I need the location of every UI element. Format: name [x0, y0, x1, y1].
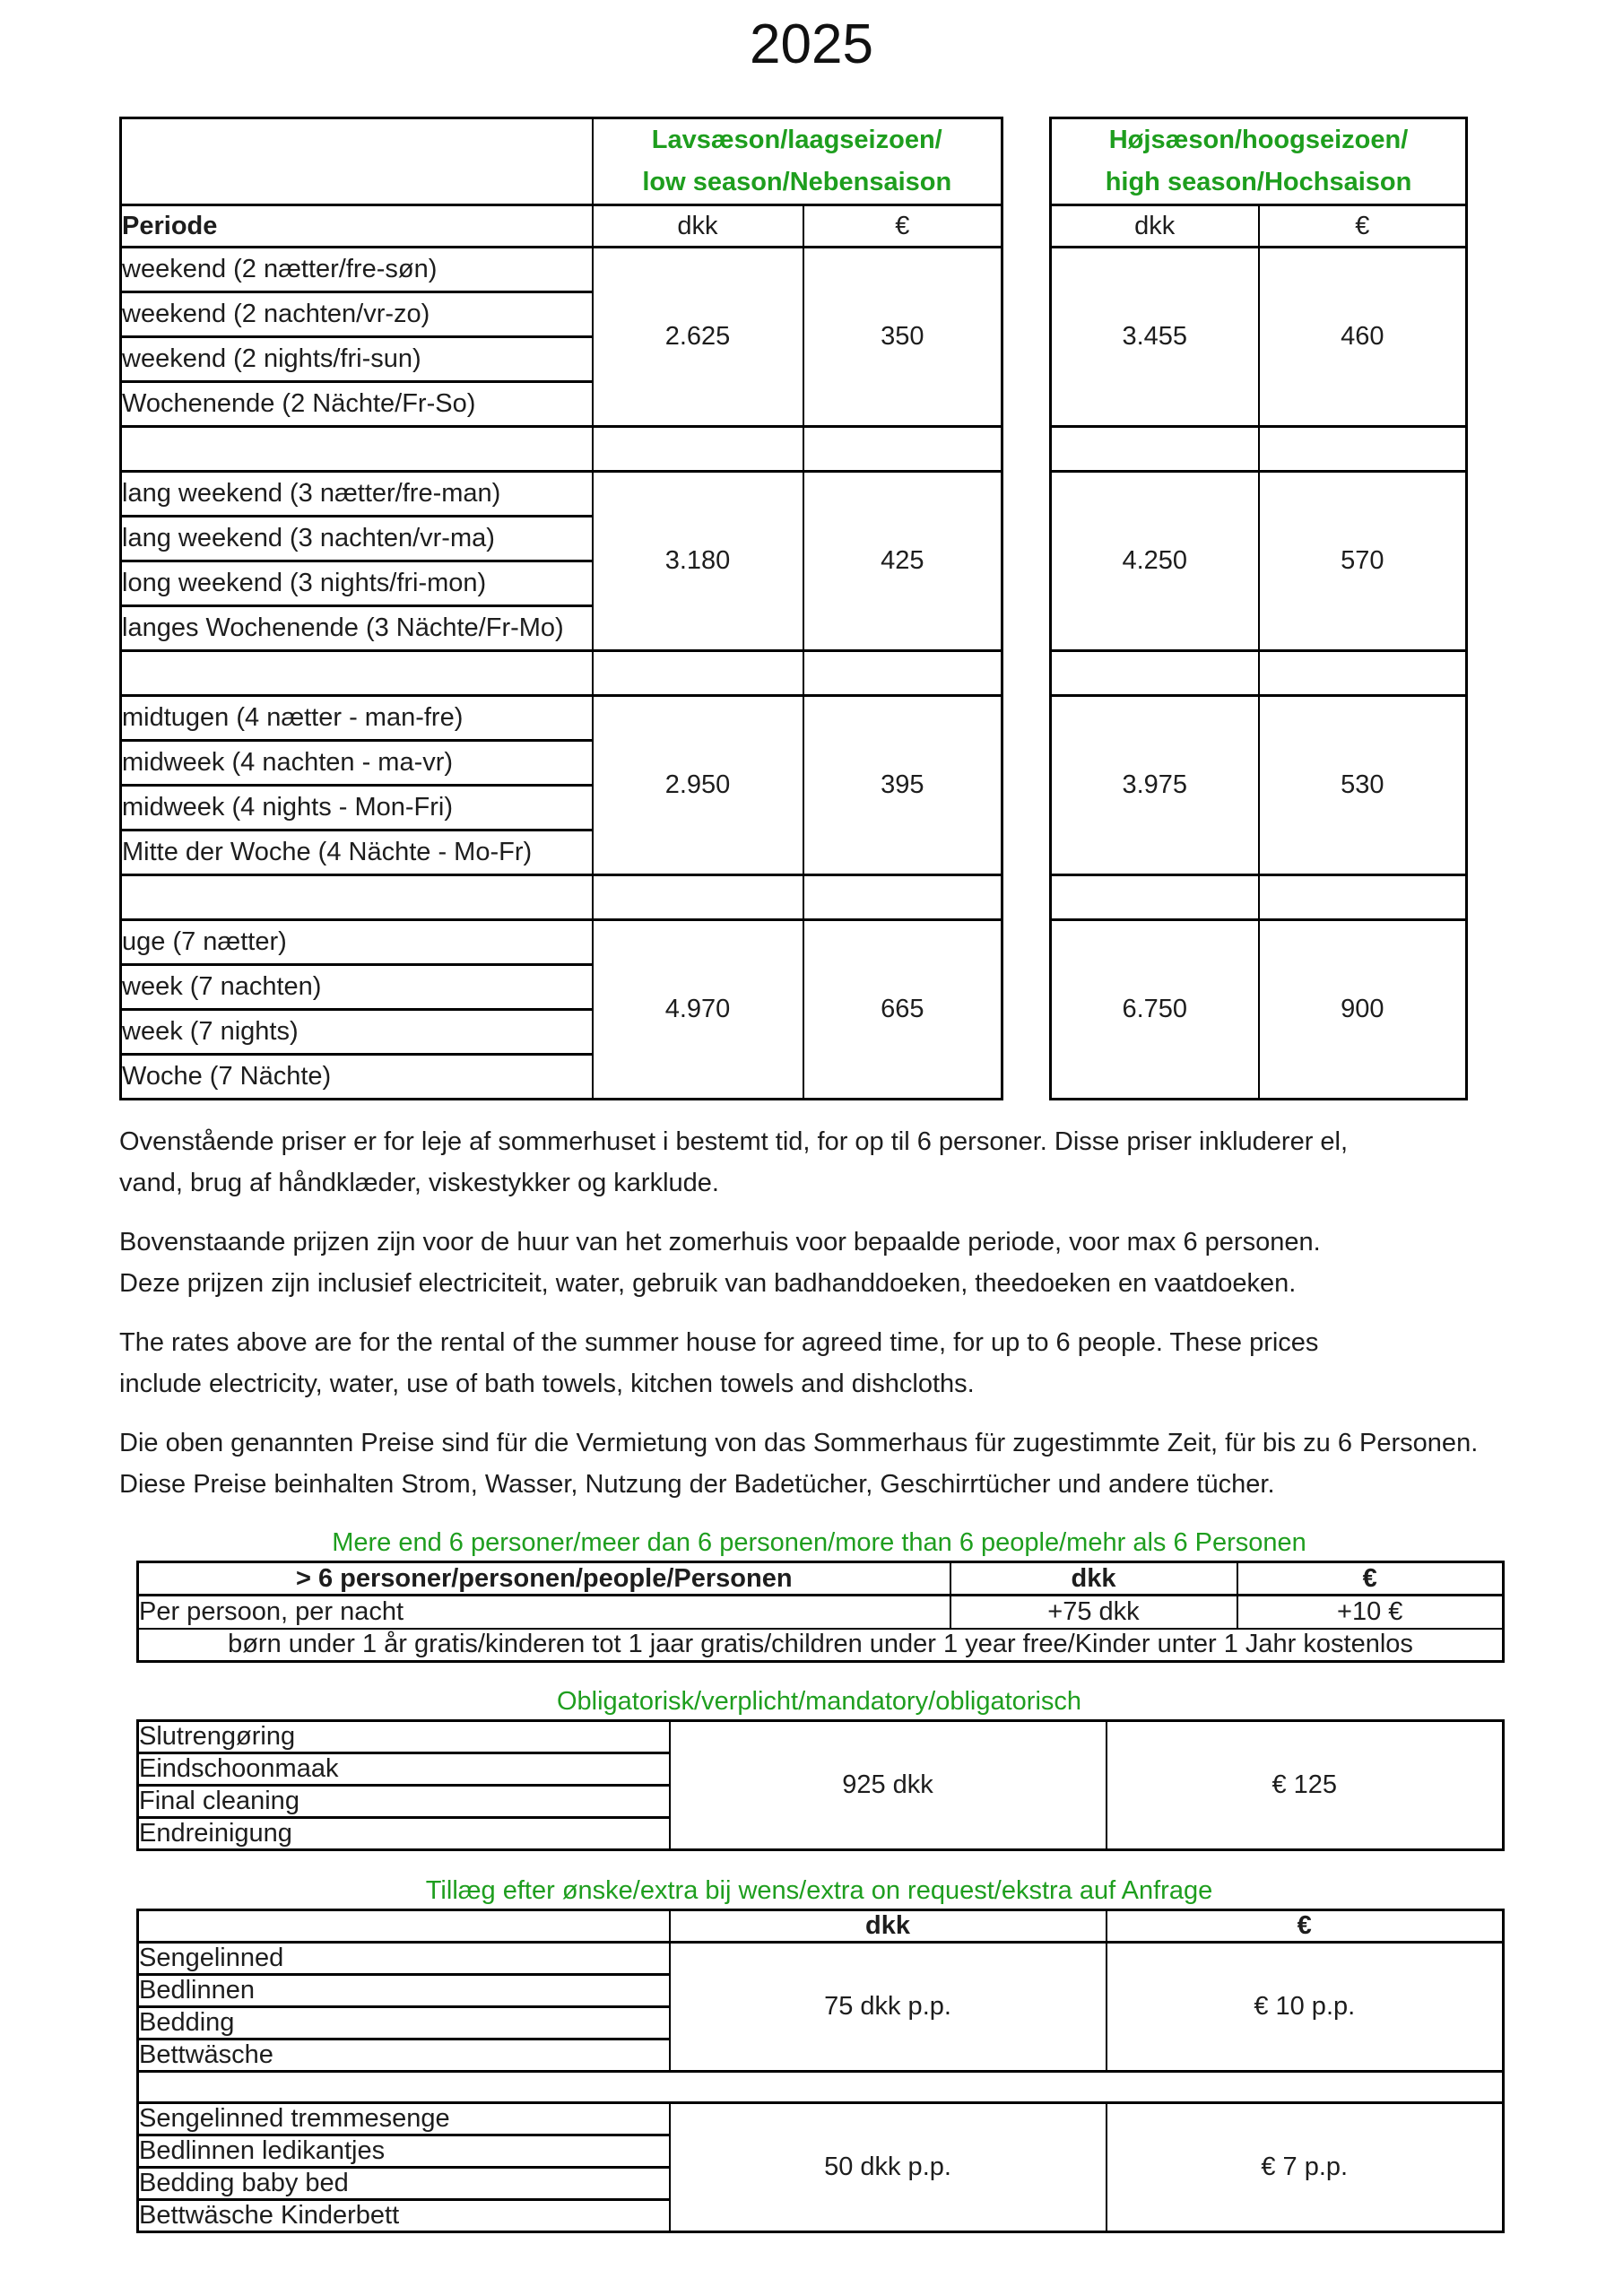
low-season-header-line2: low season/Nebensaison: [642, 168, 952, 196]
price-low-dkk: 3.180: [593, 472, 803, 651]
period-label: lang weekend (3 nachten/vr-ma): [121, 517, 593, 561]
price-high-eur: 900: [1259, 920, 1467, 1100]
paragraph-english: [119, 1322, 1572, 1405]
extra-price-dkk: 50 dkk p.p.: [670, 2103, 1107, 2232]
spacer-row: [138, 2072, 1504, 2103]
cleaning-price-eur: € 125: [1107, 1721, 1504, 1850]
dkk-column-header: dkk: [670, 1910, 1107, 1943]
low-season-header: [593, 118, 1002, 205]
periode-header: Periode: [121, 205, 593, 248]
period-label: langes Wochenende (3 Nächte/Fr-Mo): [121, 606, 593, 651]
period-label: long weekend (3 nights/fri-mon): [121, 561, 593, 606]
price-low-dkk: 2.625: [593, 248, 803, 427]
extra-item-label: Bedding: [138, 2007, 670, 2039]
high-season-header: [1051, 118, 1467, 205]
eur-column-header: €: [803, 205, 1002, 248]
extra-price-eur: € 10 p.p.: [1107, 1943, 1504, 2072]
pricing-table-low-season: [119, 117, 1003, 1100]
cleaning-label: Final cleaning: [138, 1786, 670, 1818]
extra-price-dkk: 75 dkk p.p.: [670, 1943, 1107, 2072]
price-low-dkk: 2.950: [593, 696, 803, 875]
period-label: midtugen (4 nætter - man-fre): [121, 696, 593, 741]
period-label: weekend (2 nætter/fre-søn): [121, 248, 593, 292]
high-season-header-line1: Højsæson/hoogseizoen/: [1108, 126, 1409, 154]
paragraph-line: Deze prijzen zijn inclusief electriciteit, water, gebruik van badhanddoeken, theedoeken en vaatdoeken.: [119, 1269, 1297, 1298]
period-label: week (7 nights): [121, 1010, 593, 1055]
eur-column-header: €: [1107, 1910, 1504, 1943]
price-high-eur: 570: [1259, 472, 1467, 651]
extra-item-label: Bettwäsche Kinderbett: [138, 2200, 670, 2232]
price-high-eur: 530: [1259, 696, 1467, 875]
extra-people-col-header: > 6 personer/personen/people/Personen: [138, 1562, 950, 1596]
high-season-header-line2: high season/Hochsaison: [1105, 168, 1412, 196]
paragraph-line: Die oben genannten Preise sind für die Vermietung von das Sommerhaus für zugestimmte Zeit, für bis zu 6 Personen.: [119, 1429, 1479, 1457]
page-title: 2025: [750, 13, 873, 75]
cleaning-label: Slutrengøring: [138, 1721, 670, 1753]
paragraph-line: vand, brug af håndklæder, viskestykker og karklude.: [119, 1169, 719, 1197]
eur-column-header: €: [1259, 205, 1467, 248]
description-paragraphs: [119, 1121, 1572, 1523]
per-person-eur: +10 €: [1237, 1596, 1504, 1629]
paragraph-dutch: [119, 1222, 1572, 1304]
paragraph-line: include electricity, water, use of bath towels, kitchen towels and dishcloths.: [119, 1370, 975, 1398]
price-low-eur: 425: [803, 472, 1002, 651]
price-high-dkk: 3.975: [1051, 696, 1259, 875]
dkk-column-header: dkk: [1051, 205, 1259, 248]
period-label: week (7 nachten): [121, 965, 593, 1010]
extra-item-label: Bettwäsche: [138, 2039, 670, 2072]
period-label: weekend (2 nachten/vr-zo): [121, 292, 593, 337]
extra-item-label: Bedlinnen: [138, 1975, 670, 2007]
dkk-column-header: dkk: [593, 205, 803, 248]
cleaning-label: Endreinigung: [138, 1818, 670, 1850]
extra-people-heading: Mere end 6 personer/meer dan 6 personen/more than 6 people/mehr als 6 Personen: [332, 1528, 1306, 1557]
extra-item-label: Sengelinned: [138, 1943, 670, 1975]
paragraph-danish: [119, 1121, 1572, 1204]
empty-corner-cell: [121, 118, 593, 205]
price-low-eur: 395: [803, 696, 1002, 875]
eur-column-header: €: [1237, 1562, 1504, 1596]
price-high-dkk: 4.250: [1051, 472, 1259, 651]
period-label: Woche (7 Nächte): [121, 1055, 593, 1100]
extras-table: [136, 1909, 1505, 2233]
paragraph-german: [119, 1422, 1572, 1505]
extras-heading: Tillæg efter ønske/extra bij wens/extra on request/ekstra auf Anfrage: [425, 1876, 1213, 1905]
paragraph-line: Ovenstående priser er for leje af sommerhuset i bestemt tid, for op til 6 personer. Disse priser inkluderer el,: [119, 1127, 1349, 1156]
low-season-header-line1: Lavsæson/laagseizoen/: [651, 126, 942, 154]
paragraph-line: Diese Preise beinhalten Strom, Wasser, Nutzung der Badetücher, Geschirrtücher und andere tücher.: [119, 1470, 1275, 1499]
extra-item-label: Bedlinnen ledikantjes: [138, 2135, 670, 2168]
period-label: Mitte der Woche (4 Nächte - Mo-Fr): [121, 831, 593, 875]
extra-item-label: Sengelinned tremmesenge: [138, 2103, 670, 2135]
per-person-dkk: +75 dkk: [950, 1596, 1237, 1629]
mandatory-heading: Obligatorisk/verplicht/mandatory/obligatorisch: [556, 1687, 1082, 1716]
extra-price-eur: € 7 p.p.: [1107, 2103, 1504, 2232]
period-label: midweek (4 nights - Mon-Fri): [121, 786, 593, 831]
period-label: Wochenende (2 Nächte/Fr-So): [121, 382, 593, 427]
dkk-column-header: dkk: [950, 1562, 1237, 1596]
per-person-label: Per persoon, per nacht: [138, 1596, 950, 1629]
cleaning-price-dkk: 925 dkk: [670, 1721, 1107, 1850]
extra-people-table: [136, 1561, 1505, 1663]
price-high-eur: 460: [1259, 248, 1467, 427]
price-low-eur: 665: [803, 920, 1002, 1100]
children-free-note: børn under 1 år gratis/kinderen tot 1 jaar gratis/children under 1 year free/Kinder unter 1 Jahr kostenlos: [138, 1629, 1504, 1662]
price-high-dkk: 3.455: [1051, 248, 1259, 427]
paragraph-line: The rates above are for the rental of the summer house for agreed time, for up to 6 people. These prices: [119, 1328, 1319, 1357]
price-low-dkk: 4.970: [593, 920, 803, 1100]
price-high-dkk: 6.750: [1051, 920, 1259, 1100]
price-low-eur: 350: [803, 248, 1002, 427]
empty-corner-cell: [138, 1910, 670, 1943]
extra-item-label: Bedding baby bed: [138, 2168, 670, 2200]
paragraph-line: Bovenstaande prijzen zijn voor de huur van het zomerhuis voor bepaalde periode, voor max 6 personen.: [119, 1228, 1321, 1257]
period-label: uge (7 nætter): [121, 920, 593, 965]
period-label: lang weekend (3 nætter/fre-man): [121, 472, 593, 517]
period-label: weekend (2 nights/fri-sun): [121, 337, 593, 382]
pricing-table-high-season: [1049, 117, 1468, 1100]
mandatory-cleaning-table: [136, 1719, 1505, 1851]
period-label: midweek (4 nachten - ma-vr): [121, 741, 593, 786]
cleaning-label: Eindschoonmaak: [138, 1753, 670, 1786]
